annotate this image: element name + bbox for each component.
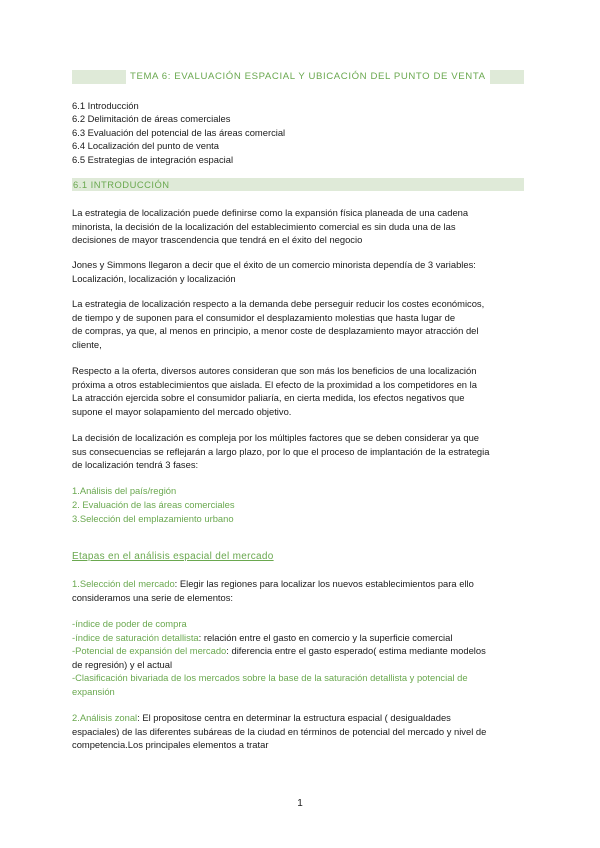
paragraph-line: La estrategia de localización respecto a la demanda debe perseguir reducir los costes económicos, xyxy=(72,298,485,309)
phase-item: 1.Análisis del país/región xyxy=(72,485,177,496)
step-label: 2.Análisis zonal xyxy=(72,712,138,723)
paragraph-line: de compras, ya que, al menos en principio, a menor coste de desplazamiento mayor atracción del xyxy=(72,325,479,337)
element-item: -índice de poder de compra xyxy=(72,618,187,629)
element-text: : diferencia entre el gasto esperado( estima mediante modelos xyxy=(226,645,486,657)
page-number: 1 xyxy=(297,798,303,809)
paragraph-line: La estrategia de localización puede definirse como la expansión física planeada de una cadena xyxy=(72,207,469,218)
phases-list xyxy=(72,484,235,525)
element-item: expansión xyxy=(72,685,115,697)
toc-item: 6.1 Introducción xyxy=(72,100,139,111)
paragraph-supply xyxy=(72,364,532,418)
paragraph-intro xyxy=(72,206,532,247)
toc-item: 6.3 Evaluación del potencial de las áreas comercial xyxy=(72,126,286,138)
step-text: : El propositose centra en determinar la estructura espacial ( desigualdades xyxy=(137,712,451,723)
step-zonal-analysis xyxy=(72,711,532,752)
paragraph-line: Jones y Simmons llegaron a decir que el éxito de un comercio minorista dependía de 3 variables: xyxy=(72,259,476,270)
paragraph-line: decisiones de mayor trascendencia que tendrá en el éxito del negocio xyxy=(72,234,363,246)
elements-list xyxy=(72,617,532,699)
element-label: -índice de saturación detallista xyxy=(72,631,199,643)
paragraph-line: de localización tendrá 3 fases: xyxy=(72,459,199,471)
step-text: espaciales) de las diferentes subáreas de la ciudad en términos de potencial del mercado y nivel de xyxy=(72,725,487,737)
step-market-selection xyxy=(72,577,532,604)
paragraph-line: La decisión de localización es compleja por los múltiples factores que se deben considerar ya que xyxy=(72,432,480,443)
step-text: : Elegir las regiones para localizar los nuevos establecimientos para ello xyxy=(174,578,474,589)
paragraph-line: supone el mayor solapamiento del mercado objetivo. xyxy=(72,405,292,417)
phase-item: 2. Evaluación de las áreas comerciales xyxy=(72,498,235,510)
table-of-contents xyxy=(72,99,285,166)
document-title: TEMA 6: EVALUACIÓN ESPACIAL Y UBICACIÓN DEL PUNTO DE VENTA xyxy=(126,70,490,84)
phase-item: 3.Selección del emplazamiento urbano xyxy=(72,512,234,524)
toc-item: 6.4 Localización del punto de venta xyxy=(72,140,219,152)
paragraph-line: Respecto a la oferta, diversos autores consideran que son más los beneficios de una localización xyxy=(72,365,477,376)
section-heading: 6.1 INTRODUCCIÓN xyxy=(73,179,170,190)
paragraph-decision xyxy=(72,431,532,472)
toc-item: 6.5 Estrategias de integración espacial xyxy=(72,153,234,165)
element-text: de regresión) y el actual xyxy=(72,658,173,670)
paragraph-demand xyxy=(72,297,532,351)
subheading-stages: Etapas en el análisis espacial del mercado xyxy=(72,551,274,562)
paragraph-line: sus consecuencias se reflejarán a largo plazo, por lo que el proceso de implantación de la estrategia xyxy=(72,445,490,457)
element-item: -Clasificación bivariada de los mercados sobre la base de la saturación detallista y potencial de xyxy=(72,672,468,684)
paragraph-line: próxima a otros establecimientos que aislada. El efecto de la proximidad a los competidores en la xyxy=(72,378,477,390)
paragraph-line: La atracción ejercida sobre el consumidor paliaría, en cierta medida, los efectos negativos que xyxy=(72,392,465,404)
paragraph-line: Localización, localización y localización xyxy=(72,272,236,284)
paragraph-line: cliente, xyxy=(72,338,102,350)
step-text: competencia.Los principales elementos a tratar xyxy=(72,739,269,751)
paragraph-jones-simmons xyxy=(72,258,532,285)
element-label: -Potencial de expansión del mercado xyxy=(72,645,227,657)
element-text: : relación entre el gasto en comercio y la superficie comercial xyxy=(198,631,453,643)
step-text: consideramos una serie de elementos: xyxy=(72,591,234,603)
step-label: 1.Selección del mercado xyxy=(72,578,175,589)
paragraph-line: de tiempo y de suponen para el consumidor el desplazamiento molestias que hasta lugar de xyxy=(72,311,456,323)
toc-item: 6.2 Delimitación de áreas comerciales xyxy=(72,113,231,125)
paragraph-line: minorista, la decisión de la localización del establecimiento comercial es sin duda una de las xyxy=(72,220,456,232)
